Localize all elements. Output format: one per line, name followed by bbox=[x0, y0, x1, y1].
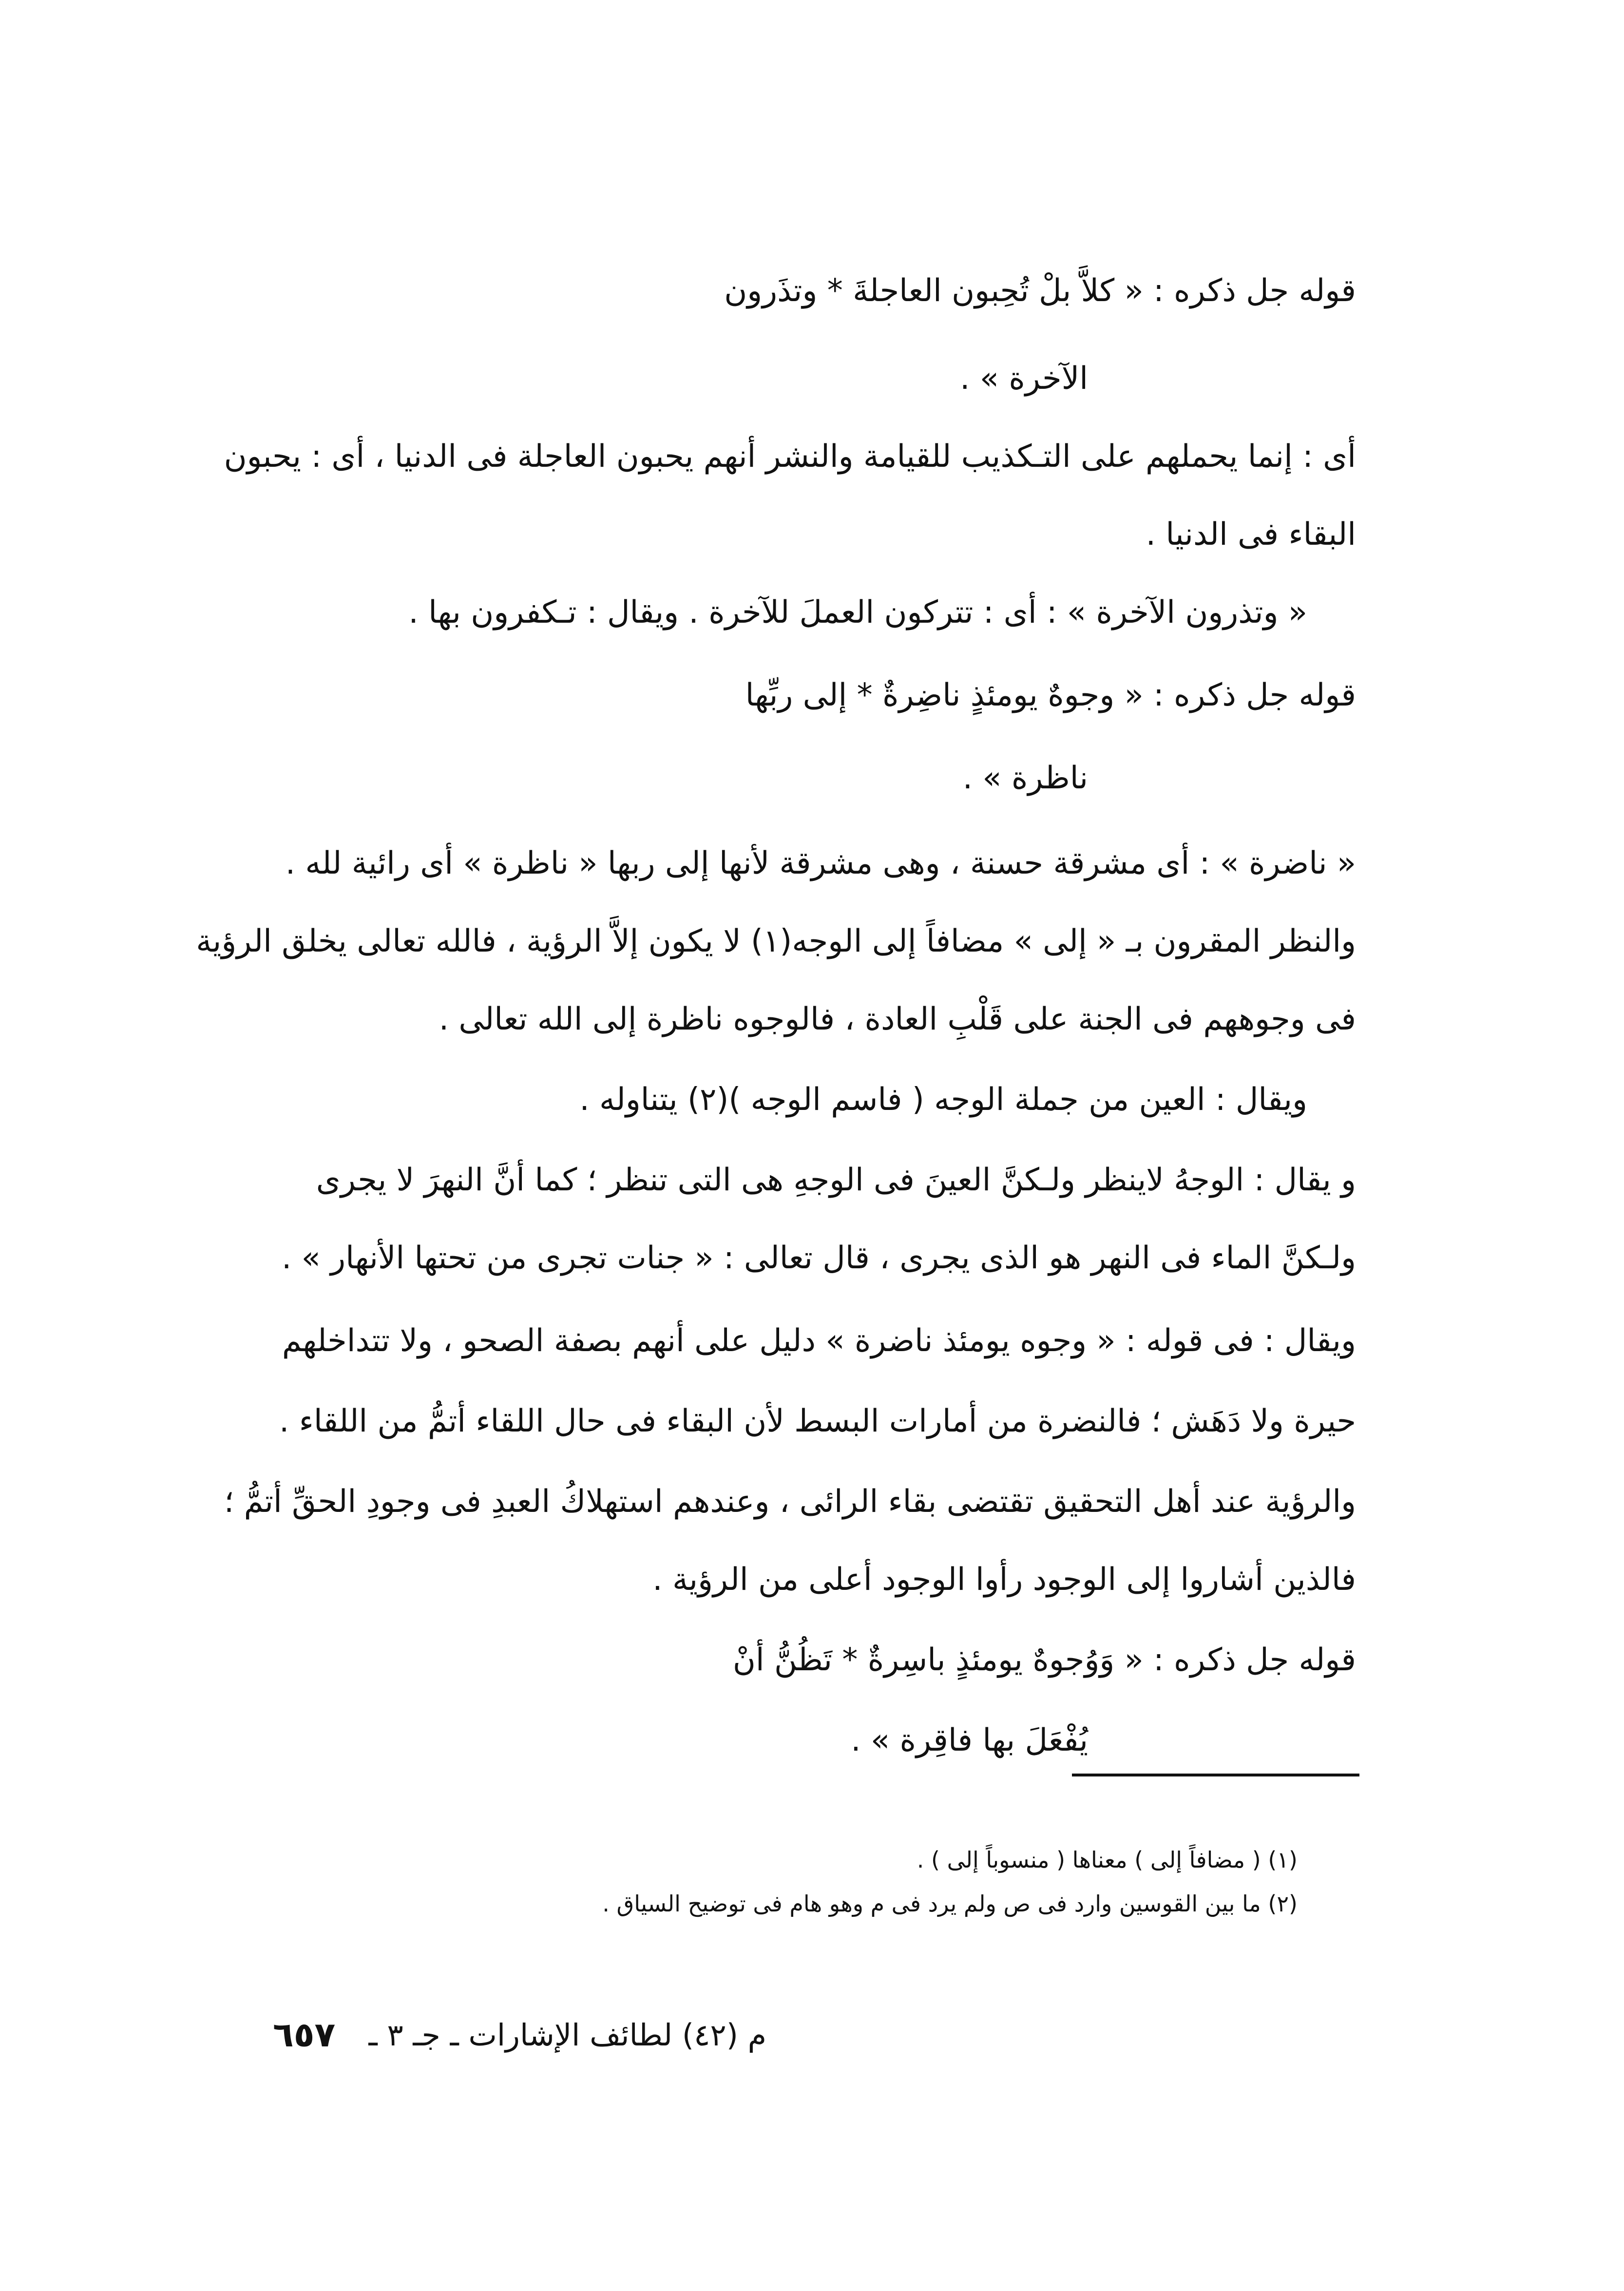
commentary-line: البقاء فى الدنيا . bbox=[1146, 516, 1356, 553]
commentary-line: فى وجوههم فى الجنة على قَلْبِ العادة ، فالوجوه ناظرة إلى الله تعالى . bbox=[439, 1001, 1356, 1037]
page-number: ٦٥٧ bbox=[273, 2015, 336, 2055]
page-footer bbox=[273, 2015, 766, 2055]
verse-heading: قوله جل ذكره : « وجوهٌ يومئذٍ ناضِرةٌ * إلى ربِّها bbox=[745, 677, 1356, 713]
commentary-line: « وتذرون الآخرة » : أى : تتركون العملَ للآخرة . ويقال : تـكفرون بها . bbox=[408, 594, 1307, 630]
verse-heading-continuation: ناظرة » . bbox=[962, 760, 1088, 796]
verse-heading: قوله جل ذكره : « وَوُجوهٌ يومئذٍ باسِرةٌ * تَظُنُّ أنْ bbox=[732, 1642, 1356, 1678]
commentary-line: أى : إنما يحملهم على التـكذيب للقيامة والنشر أنهم يحبون العاجلة فى الدنيا ، أى : يحبون bbox=[224, 439, 1356, 475]
verse-heading: قوله جل ذكره : « كلاَّ بلْ تُحِبون العاجلةَ * وتذَرون bbox=[724, 273, 1356, 309]
printer-signature: م (٤٢) لطائف الإشارات ـ جـ ٣ ـ bbox=[368, 2017, 766, 2053]
verse-heading-continuation: يُفْعَلَ بها فاقِرة » . bbox=[851, 1722, 1088, 1758]
footnote-separator bbox=[1072, 1774, 1359, 1776]
commentary-line: و يقال : الوجهُ لاينظر ولـكنَّ العينَ فى الوجهِ هى التى تنظر ؛ كما أنَّ النهرَ لا يجرى bbox=[316, 1162, 1356, 1198]
commentary-line: والنظر المقرون بـ « إلى » مضافاً إلى الوجه(١) لا يكون إلاَّ الرؤية ، فالله تعالى يخلق الرؤية bbox=[196, 923, 1356, 959]
commentary-line: ولـكنَّ الماء فى النهر هو الذى يجرى ، قال تعالى : « جنات تجرى من تحتها الأنهار » . bbox=[281, 1240, 1356, 1276]
commentary-line: « ناضرة » : أى مشرقة حسنة ، وهى مشرقة لأنها إلى ربها « ناظرة » أى رائية لله . bbox=[285, 845, 1356, 881]
verse-heading-continuation: الآخرة » . bbox=[960, 361, 1088, 397]
commentary-line: والرؤية عند أهل التحقيق تقتضى بقاء الرائى ، وعندهم استهلاكُ العبدِ فى وجودِ الحقِّ أتمُّ ؛ bbox=[224, 1484, 1356, 1520]
commentary-line: ويقال : العين من جملة الوجه ( فاسم الوجه )(٢) يتناوله . bbox=[579, 1082, 1307, 1118]
commentary-line: حيرة ولا دَهَش ؛ فالنضرة من أمارات البسط لأن البقاء فى حال اللقاء أتمُّ من اللقاء . bbox=[279, 1403, 1356, 1439]
commentary-line: ويقال : فى قوله : « وجوه يومئذ ناضرة » دليل على أنهم بصفة الصحو ، ولا تتداخلهم bbox=[282, 1323, 1356, 1359]
footnote: (١) ( مضافاً إلى ) معناها ( منسوباً إلى ) . bbox=[917, 1847, 1298, 1873]
commentary-line: فالذين أشاروا إلى الوجود رأوا الوجود أعلى من الرؤية . bbox=[652, 1562, 1356, 1598]
footnote: (٢) ما بين القوسين وارد فى ص ولم يرد فى م وهو هام فى توضيح السياق . bbox=[602, 1890, 1298, 1917]
